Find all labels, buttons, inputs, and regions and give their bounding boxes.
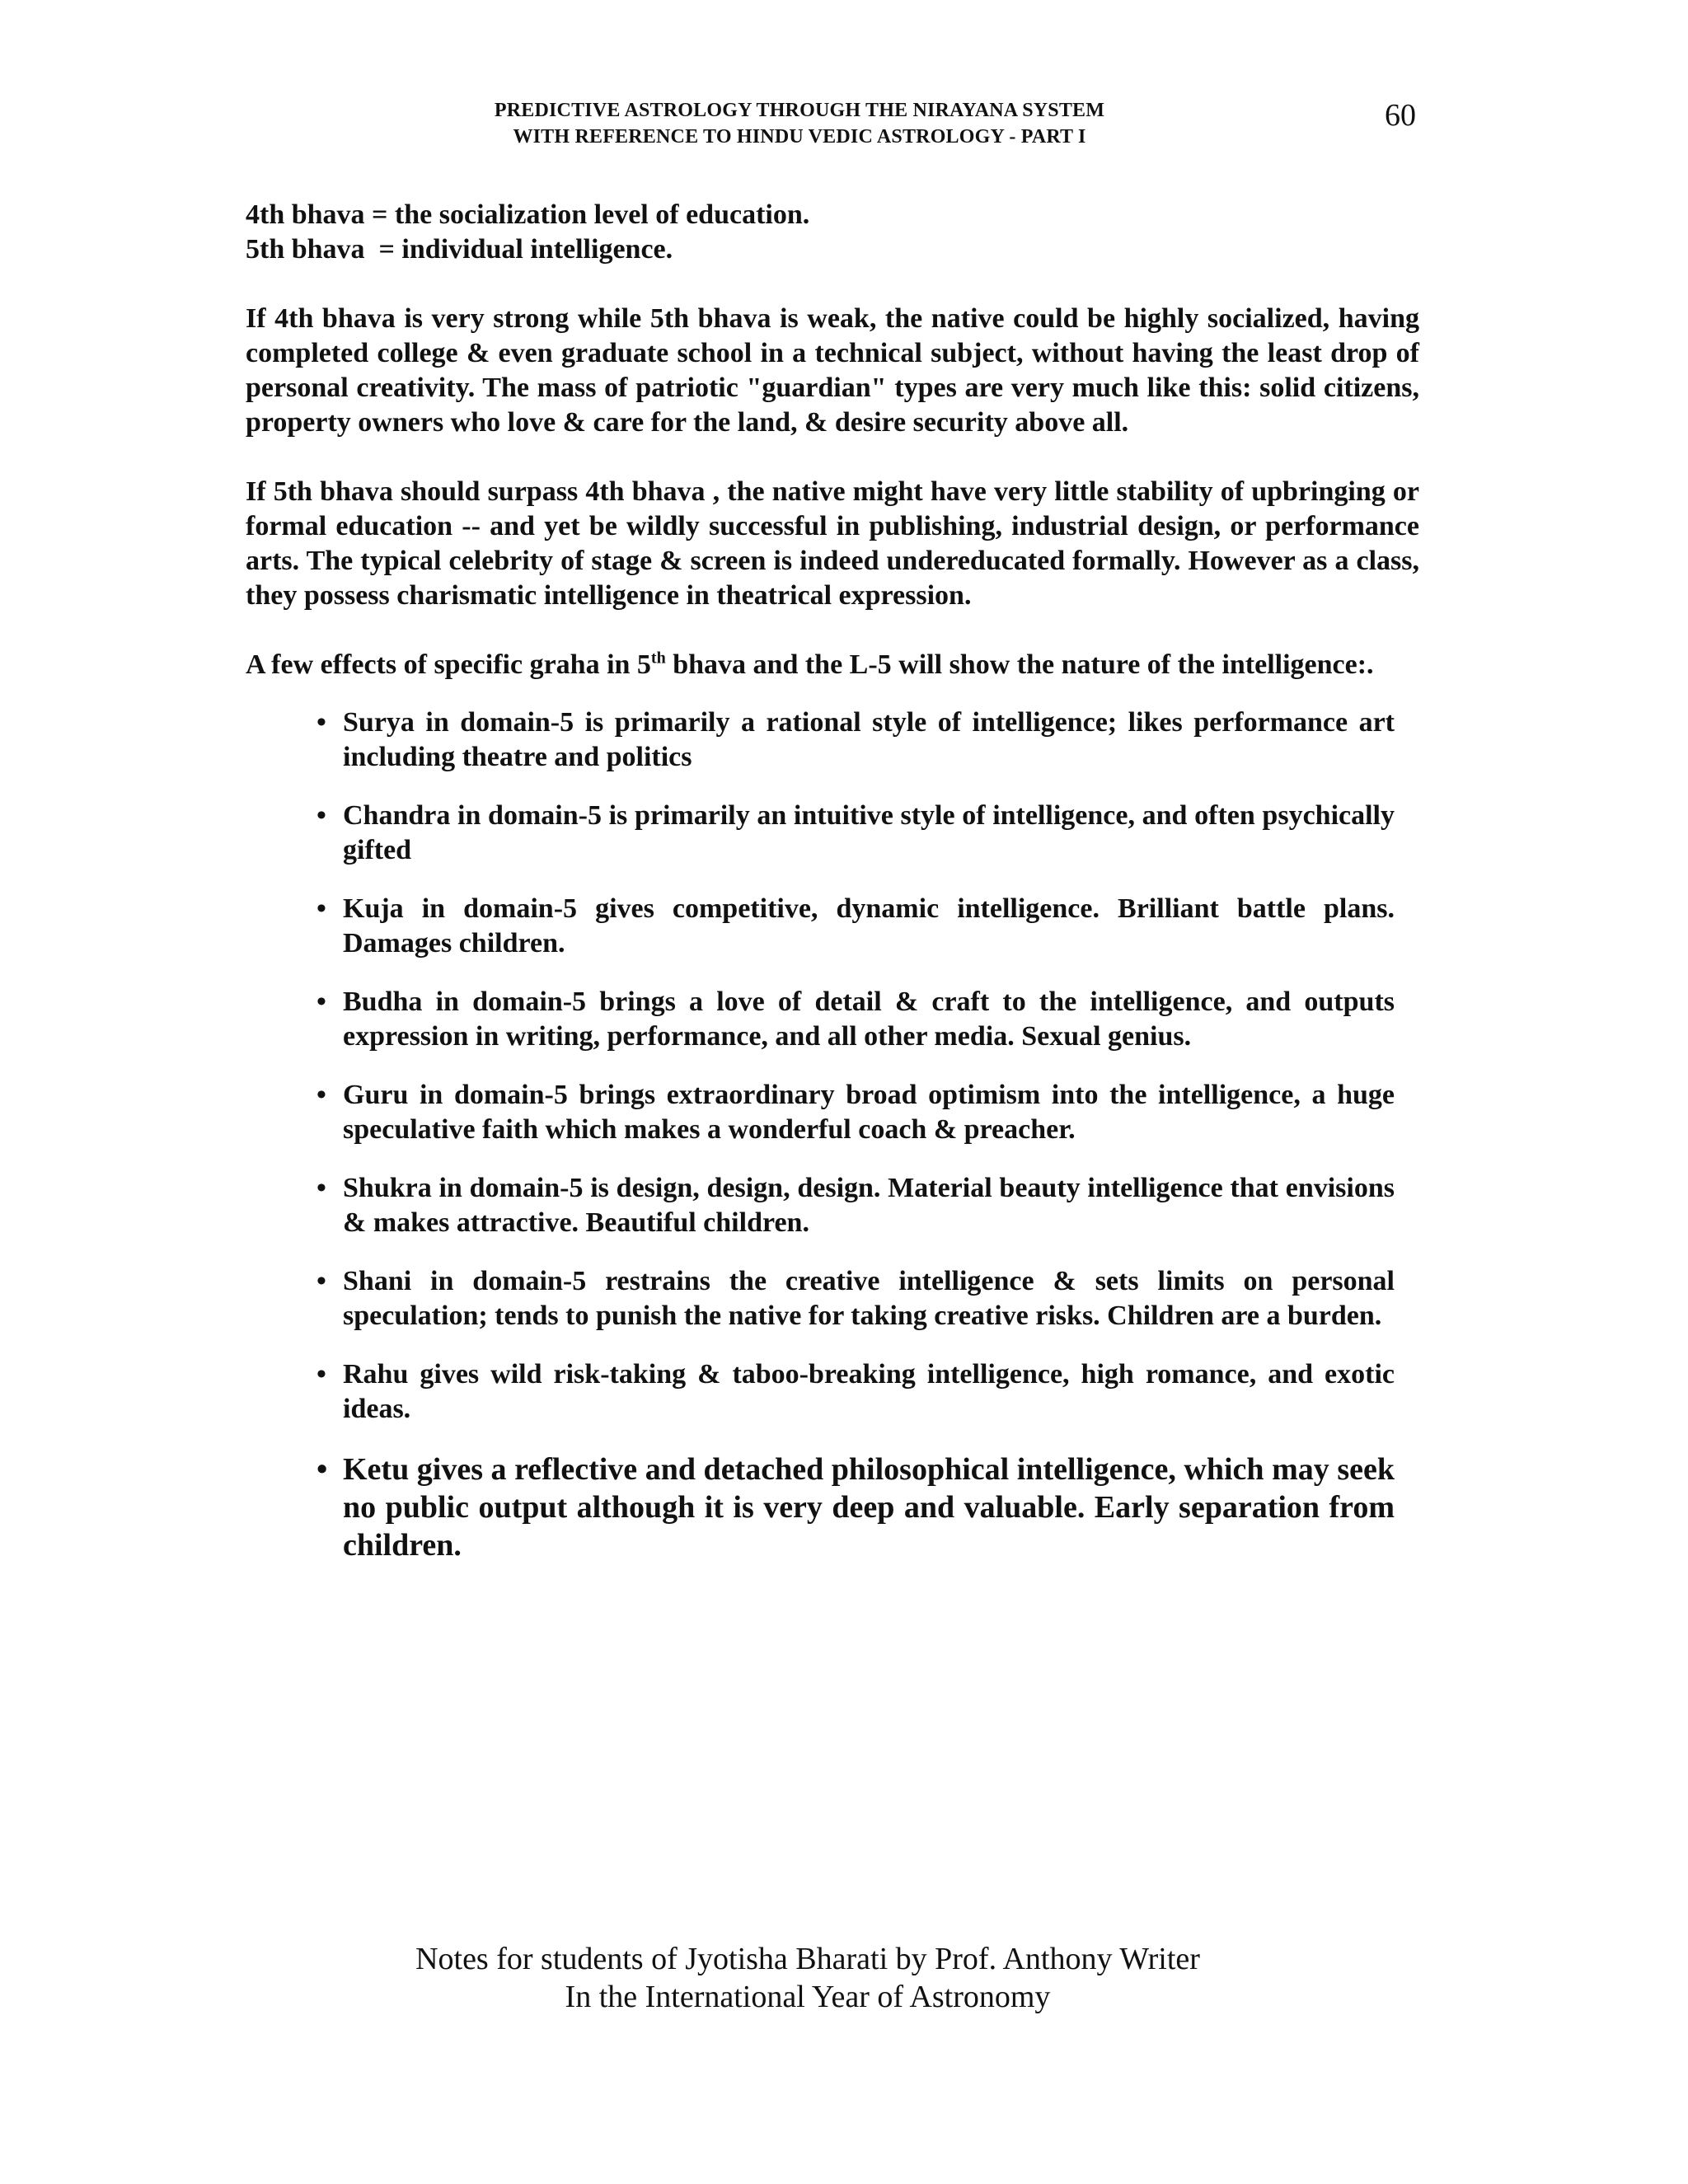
list-item-text: Budha in domain-5 brings a love of detail & craft to the intelligence, and outputs expression in writing, performance, and all other media. Sexual genius. <box>343 987 1395 1052</box>
paragraph-strong-4th-bhava: If 4th bhava is very strong while 5th bhava is weak, the native could be highly socialized, having completed college & even graduate school in a technical subject, without having the least drop of personal creativity. The mass of patriotic "guardian" types are very much like this: solid citizens, property owners who love & care for the land, & desire security above all. <box>246 303 1419 438</box>
list-item-rahu <box>246 1357 1395 1427</box>
list-item-chandra <box>246 799 1395 868</box>
list-item-text: Kuja in domain-5 gives competitive, dynamic intelligence. Brilliant battle plans. Damages children. <box>343 893 1395 958</box>
bullet-icon: • <box>316 1359 326 1390</box>
list-item-text: Surya in domain-5 is primarily a rational style of intelligence; likes performance art including theatre and politics <box>343 707 1395 772</box>
list-item-text: Ketu gives a reflective and detached philosophical intelligence, which may seek no public output although it is very deep and valuable. Early separation from children. <box>343 1452 1395 1563</box>
list-item-surya <box>246 705 1395 775</box>
graha-effects-list <box>246 705 1395 1564</box>
list-item-ketu <box>246 1451 1395 1564</box>
footer-line-2: In the International Year of Astronomy <box>565 1980 1051 2014</box>
page-number: 60 <box>1385 98 1416 133</box>
list-item-text: Rahu gives wild risk-taking & taboo-breaking intelligence, high romance, and exotic ideas. <box>343 1359 1395 1424</box>
bullet-icon: • <box>316 800 326 831</box>
body-content <box>246 198 1419 1588</box>
paragraph-graha-effects-intro <box>246 648 1419 682</box>
list-item-text: Shani in domain-5 restrains the creative intelligence & sets limits on personal speculation; tends to punish the native for taking creative risks. Children are a burden. <box>343 1266 1395 1331</box>
list-item-text: Shukra in domain-5 is design, design, design. Material beauty intelligence that envisions & makes attractive. Beautiful children. <box>343 1173 1395 1238</box>
page-footer <box>247 1940 1368 2016</box>
header-title-line-1: PREDICTIVE ASTROLOGY THROUGH THE NIRAYANA SYSTEM <box>494 100 1105 121</box>
paragraph-5th-surpasses-4th: If 5th bhava should surpass 4th bhava , the native might have very little stability of upbringing or formal education -- and yet be wildly successful in publishing, industrial design, or performance arts. The typical celebrity of stage & screen is indeed undereducated formally. However as a class, they possess charismatic intelligence in theatrical expression. <box>246 476 1419 611</box>
bullet-icon: • <box>316 707 326 738</box>
footer-line-1: Notes for students of Jyotisha Bharati by Prof. Anthony Writer <box>415 1942 1200 1976</box>
bullet-icon: • <box>316 987 326 1017</box>
definition-4th-bhava: 4th bhava = the socialization level of education. <box>246 199 810 230</box>
list-item-shukra <box>246 1171 1395 1240</box>
bullet-icon: • <box>316 1173 326 1203</box>
list-item-budha <box>246 985 1395 1054</box>
bullet-icon: • <box>316 1080 326 1110</box>
definition-5th-bhava: 5th bhava = individual intelligence. <box>246 234 673 265</box>
running-header <box>445 97 1154 150</box>
bullet-icon: • <box>316 1266 326 1296</box>
list-item-shani <box>246 1264 1395 1333</box>
header-title-line-2: WITH REFERENCE TO HINDU VEDIC ASTROLOGY - PART I <box>513 126 1086 148</box>
list-item-kuja <box>246 892 1395 961</box>
list-item-text: Guru in domain-5 brings extraordinary broad optimism into the intelligence, a huge speculative faith which makes a wonderful coach & preacher. <box>343 1080 1395 1145</box>
intro-text-before: A few effects of specific graha in 5 <box>246 649 651 680</box>
bullet-icon: • <box>316 893 326 924</box>
intro-text-after: bhava and the L-5 will show the nature of the intelligence:. <box>665 649 1374 680</box>
ordinal-superscript: th <box>650 649 666 668</box>
bullet-icon: • <box>316 1452 328 1487</box>
list-item-text: Chandra in domain-5 is primarily an intuitive style of intelligence, and often psychically gifted <box>343 800 1395 865</box>
list-item-guru <box>246 1078 1395 1147</box>
